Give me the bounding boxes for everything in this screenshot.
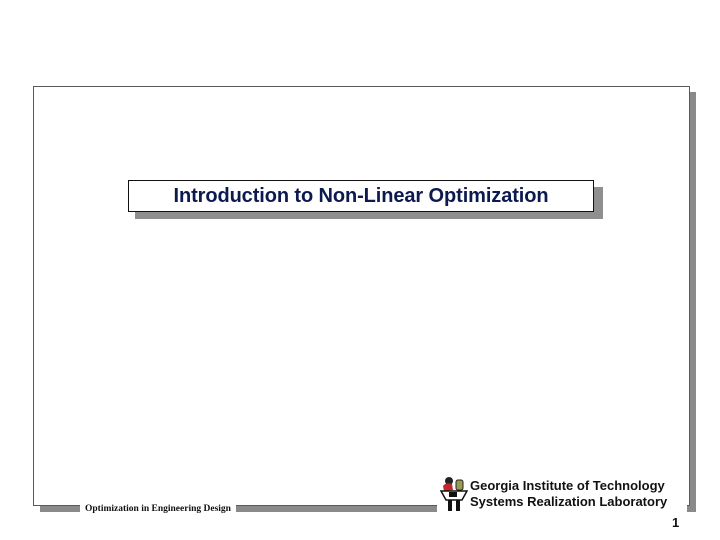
lab-name: Systems Realization Laboratory (470, 494, 668, 509)
slide-frame (33, 86, 690, 506)
title-box (128, 180, 594, 212)
institution-block (437, 474, 687, 518)
georgia-tech-srl-logo-icon (440, 476, 468, 512)
page-number: 1 (672, 515, 680, 530)
institution-name: Georgia Institute of Technology (470, 478, 665, 493)
slide-title: Introduction to Non-Linear Optimization (173, 184, 549, 207)
footer-course-name: Optimization in Engineering Design (80, 502, 236, 516)
